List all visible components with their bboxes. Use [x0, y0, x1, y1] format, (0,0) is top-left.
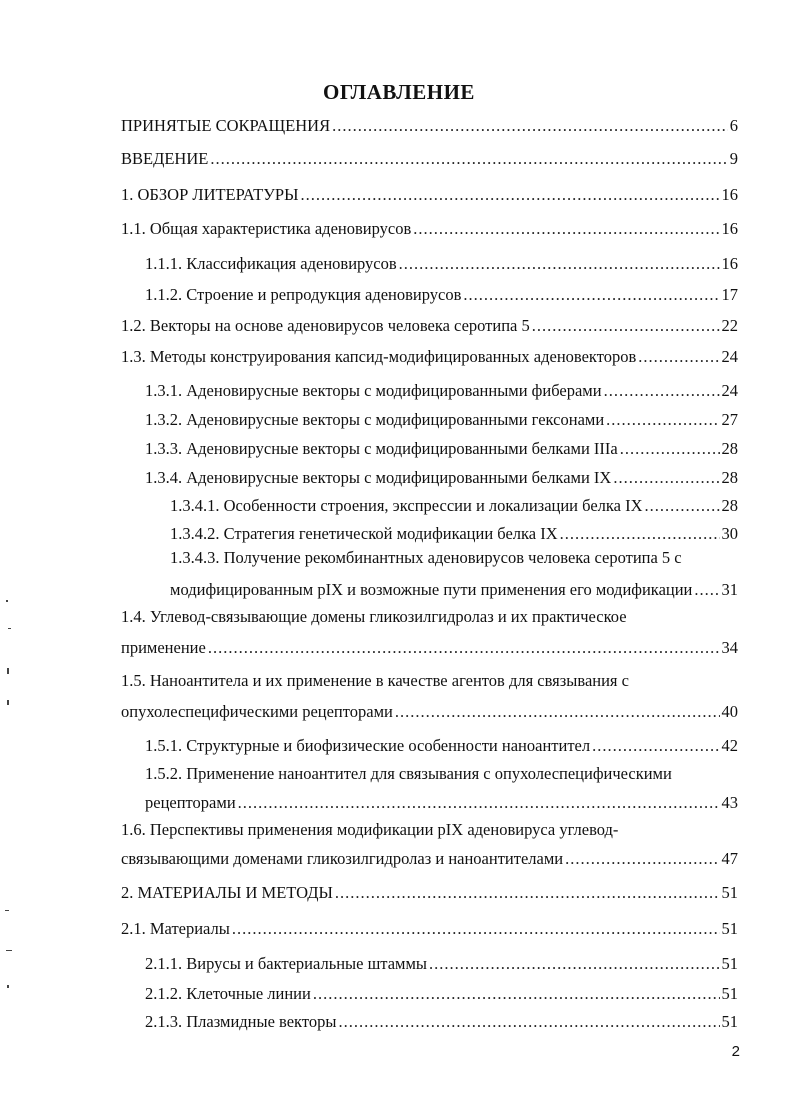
dot-leader — [645, 494, 720, 518]
scan-speck — [6, 600, 8, 602]
dot-leader — [335, 881, 720, 905]
dot-leader — [338, 1010, 719, 1034]
dot-leader — [238, 791, 720, 815]
toc-entry[interactable] — [121, 217, 738, 241]
toc-entry-title: 2.1.1. Вирусы и бактериальные штаммы — [145, 954, 427, 973]
toc-entry-first-line: 1.4. Углевод-связывающие домены гликозилгидролаз и их практическое — [121, 607, 627, 626]
toc-entry-title: модифицированным pIX и возможные пути применения его модификации — [170, 580, 693, 599]
dot-leader — [638, 345, 719, 369]
toc-entry-title: 2. МАТЕРИАЛЫ И МЕТОДЫ — [121, 883, 333, 902]
dot-leader — [565, 847, 719, 871]
toc-entry[interactable] — [145, 408, 738, 432]
toc-entry-title: 1.3.3. Аденовирусные векторы с модифицированными белками IIIa — [145, 439, 618, 458]
dot-leader — [694, 578, 719, 602]
dot-leader — [606, 408, 719, 432]
toc-entry-page: 24 — [721, 381, 738, 400]
toc-entry[interactable] — [145, 379, 738, 403]
toc-entry-page: 28 — [721, 496, 738, 515]
toc-entry[interactable] — [145, 734, 738, 758]
toc-entry-title: 1.3.4.1. Особенности строения, экспрессии и локализации белка IX — [170, 496, 643, 515]
page-number: 2 — [731, 1043, 740, 1060]
toc-entry-page: 28 — [721, 468, 738, 487]
dot-leader — [560, 522, 720, 546]
scan-speck — [8, 628, 11, 629]
toc-entry[interactable] — [121, 636, 738, 660]
toc-entry[interactable] — [145, 466, 738, 490]
toc-entry-page: 16 — [721, 219, 738, 238]
toc-entry-page: 51 — [721, 919, 738, 938]
toc-entry-title: 1.3.4. Аденовирусные векторы с модифицированными белками IX — [145, 468, 612, 487]
toc-entry-page: 16 — [721, 185, 738, 204]
toc-entry-first-line: 1.5. Наноантитела и их применение в качестве агентов для связывания с — [121, 671, 629, 690]
toc-entry-title: 1. ОБЗОР ЛИТЕРАТУРЫ — [121, 185, 299, 204]
dot-leader — [429, 952, 720, 976]
toc-entry-page: 16 — [721, 254, 738, 273]
toc-entry-page: 30 — [721, 524, 738, 543]
scan-speck — [6, 950, 12, 951]
toc-entry[interactable] — [145, 952, 738, 976]
page-title: ОГЛАВЛЕНИЕ — [323, 80, 475, 104]
toc-entry-page: 34 — [721, 638, 738, 657]
toc-entry[interactable] — [170, 494, 738, 518]
toc-entry-title: 1.1. Общая характеристика аденовирусов — [121, 219, 412, 238]
dot-leader — [399, 252, 720, 276]
toc-entry-title: применение — [121, 638, 206, 657]
toc-entry[interactable] — [170, 522, 738, 546]
toc-entry-title: 1.2. Векторы на основе аденовирусов человека серотипа 5 — [121, 316, 530, 335]
dot-leader — [604, 379, 720, 403]
toc-entry-title: 1.1.1. Классификация аденовирусов — [145, 254, 397, 273]
toc-entry[interactable] — [121, 881, 738, 905]
toc-entry-page: 51 — [721, 954, 738, 973]
toc-entry-title: 1.5.1. Структурные и биофизические особенности наноантител — [145, 736, 591, 755]
toc-entry[interactable] — [121, 847, 738, 871]
toc-entry-page: 27 — [721, 410, 738, 429]
toc-entry-page: 40 — [721, 702, 738, 721]
toc-entry[interactable] — [121, 314, 738, 338]
toc-entry-first-line: 1.6. Перспективы применения модификации pIX аденовируса углевод- — [121, 820, 619, 839]
toc-entry-title: рецепторами — [145, 793, 236, 812]
toc-entry-title: 1.3.1. Аденовирусные векторы с модифицированными фиберами — [145, 381, 602, 400]
toc-entry[interactable] — [121, 345, 738, 369]
toc-entry[interactable] — [145, 283, 738, 307]
dot-leader — [463, 283, 719, 307]
scan-speck — [7, 668, 9, 674]
dot-leader — [413, 217, 719, 241]
toc-entry-page: 9 — [729, 149, 738, 168]
toc-entry[interactable] — [170, 578, 738, 602]
dot-leader — [313, 982, 720, 1006]
dot-leader — [532, 314, 720, 338]
dot-leader — [232, 917, 720, 941]
toc-entry-title: 2.1. Материалы — [121, 919, 230, 938]
toc-entry-title: связывающими доменами гликозилгидролаз и наноантителами — [121, 849, 564, 868]
toc-entry-page: 43 — [721, 793, 738, 812]
toc-entry-page: 17 — [721, 285, 738, 304]
toc-entry[interactable] — [145, 1010, 738, 1034]
toc-entry[interactable] — [145, 437, 738, 461]
dot-leader — [332, 114, 728, 138]
dot-leader — [395, 700, 720, 724]
toc-entry-page: 6 — [729, 116, 738, 135]
dot-leader — [210, 147, 727, 171]
dot-leader — [592, 734, 719, 758]
toc-entry-page: 51 — [721, 984, 738, 1003]
scan-speck — [7, 985, 9, 988]
toc-entry-title: опухолеспецифическими рецепторами — [121, 702, 393, 721]
toc-entry-page: 31 — [721, 580, 738, 599]
toc-entry-title: 2.1.3. Плазмидные векторы — [145, 1012, 337, 1031]
toc-entry-title: 2.1.2. Клеточные линии — [145, 984, 311, 1003]
dot-leader — [613, 466, 719, 490]
dot-leader — [301, 183, 720, 207]
scan-speck — [5, 910, 9, 911]
toc-entry-page: 51 — [721, 1012, 738, 1031]
toc-entry-title: 1.3.2. Аденовирусные векторы с модифицированными гексонами — [145, 410, 605, 429]
toc-entry[interactable] — [145, 791, 738, 815]
toc-entry[interactable] — [121, 183, 738, 207]
toc-entry-page: 28 — [721, 439, 738, 458]
toc-entry[interactable] — [121, 700, 738, 724]
toc-entry-title: 1.1.2. Строение и репродукция аденовирусов — [145, 285, 462, 304]
toc-entry-page: 42 — [721, 736, 738, 755]
scan-speck — [7, 700, 9, 705]
toc-entry-title: 1.3.4.2. Стратегия генетической модификации белка IX — [170, 524, 558, 543]
toc-entry[interactable] — [121, 917, 738, 941]
dot-leader — [208, 636, 720, 660]
toc-entry-page: 51 — [721, 883, 738, 902]
dot-leader — [620, 437, 720, 461]
toc-entry-title: ПРИНЯТЫЕ СОКРАЩЕНИЯ — [121, 116, 331, 135]
toc-entry[interactable] — [121, 114, 738, 138]
toc-entry-page: 47 — [721, 849, 738, 868]
toc-entry-page: 24 — [721, 347, 738, 366]
toc-entry[interactable] — [145, 252, 738, 276]
toc-entry-first-line: 1.3.4.3. Получение рекомбинантных аденовирусов человека серотипа 5 с — [170, 548, 682, 567]
toc-entry-page: 22 — [721, 316, 738, 335]
toc-entry-first-line: 1.5.2. Применение наноантител для связывания с опухолеспецифическими — [145, 764, 672, 783]
toc-entry[interactable] — [121, 147, 738, 171]
toc-entry-title: 1.3. Методы конструирования капсид-модифицированных аденовекторов — [121, 347, 637, 366]
toc-entry-title: ВВЕДЕНИЕ — [121, 149, 209, 168]
toc-entry[interactable] — [145, 982, 738, 1006]
